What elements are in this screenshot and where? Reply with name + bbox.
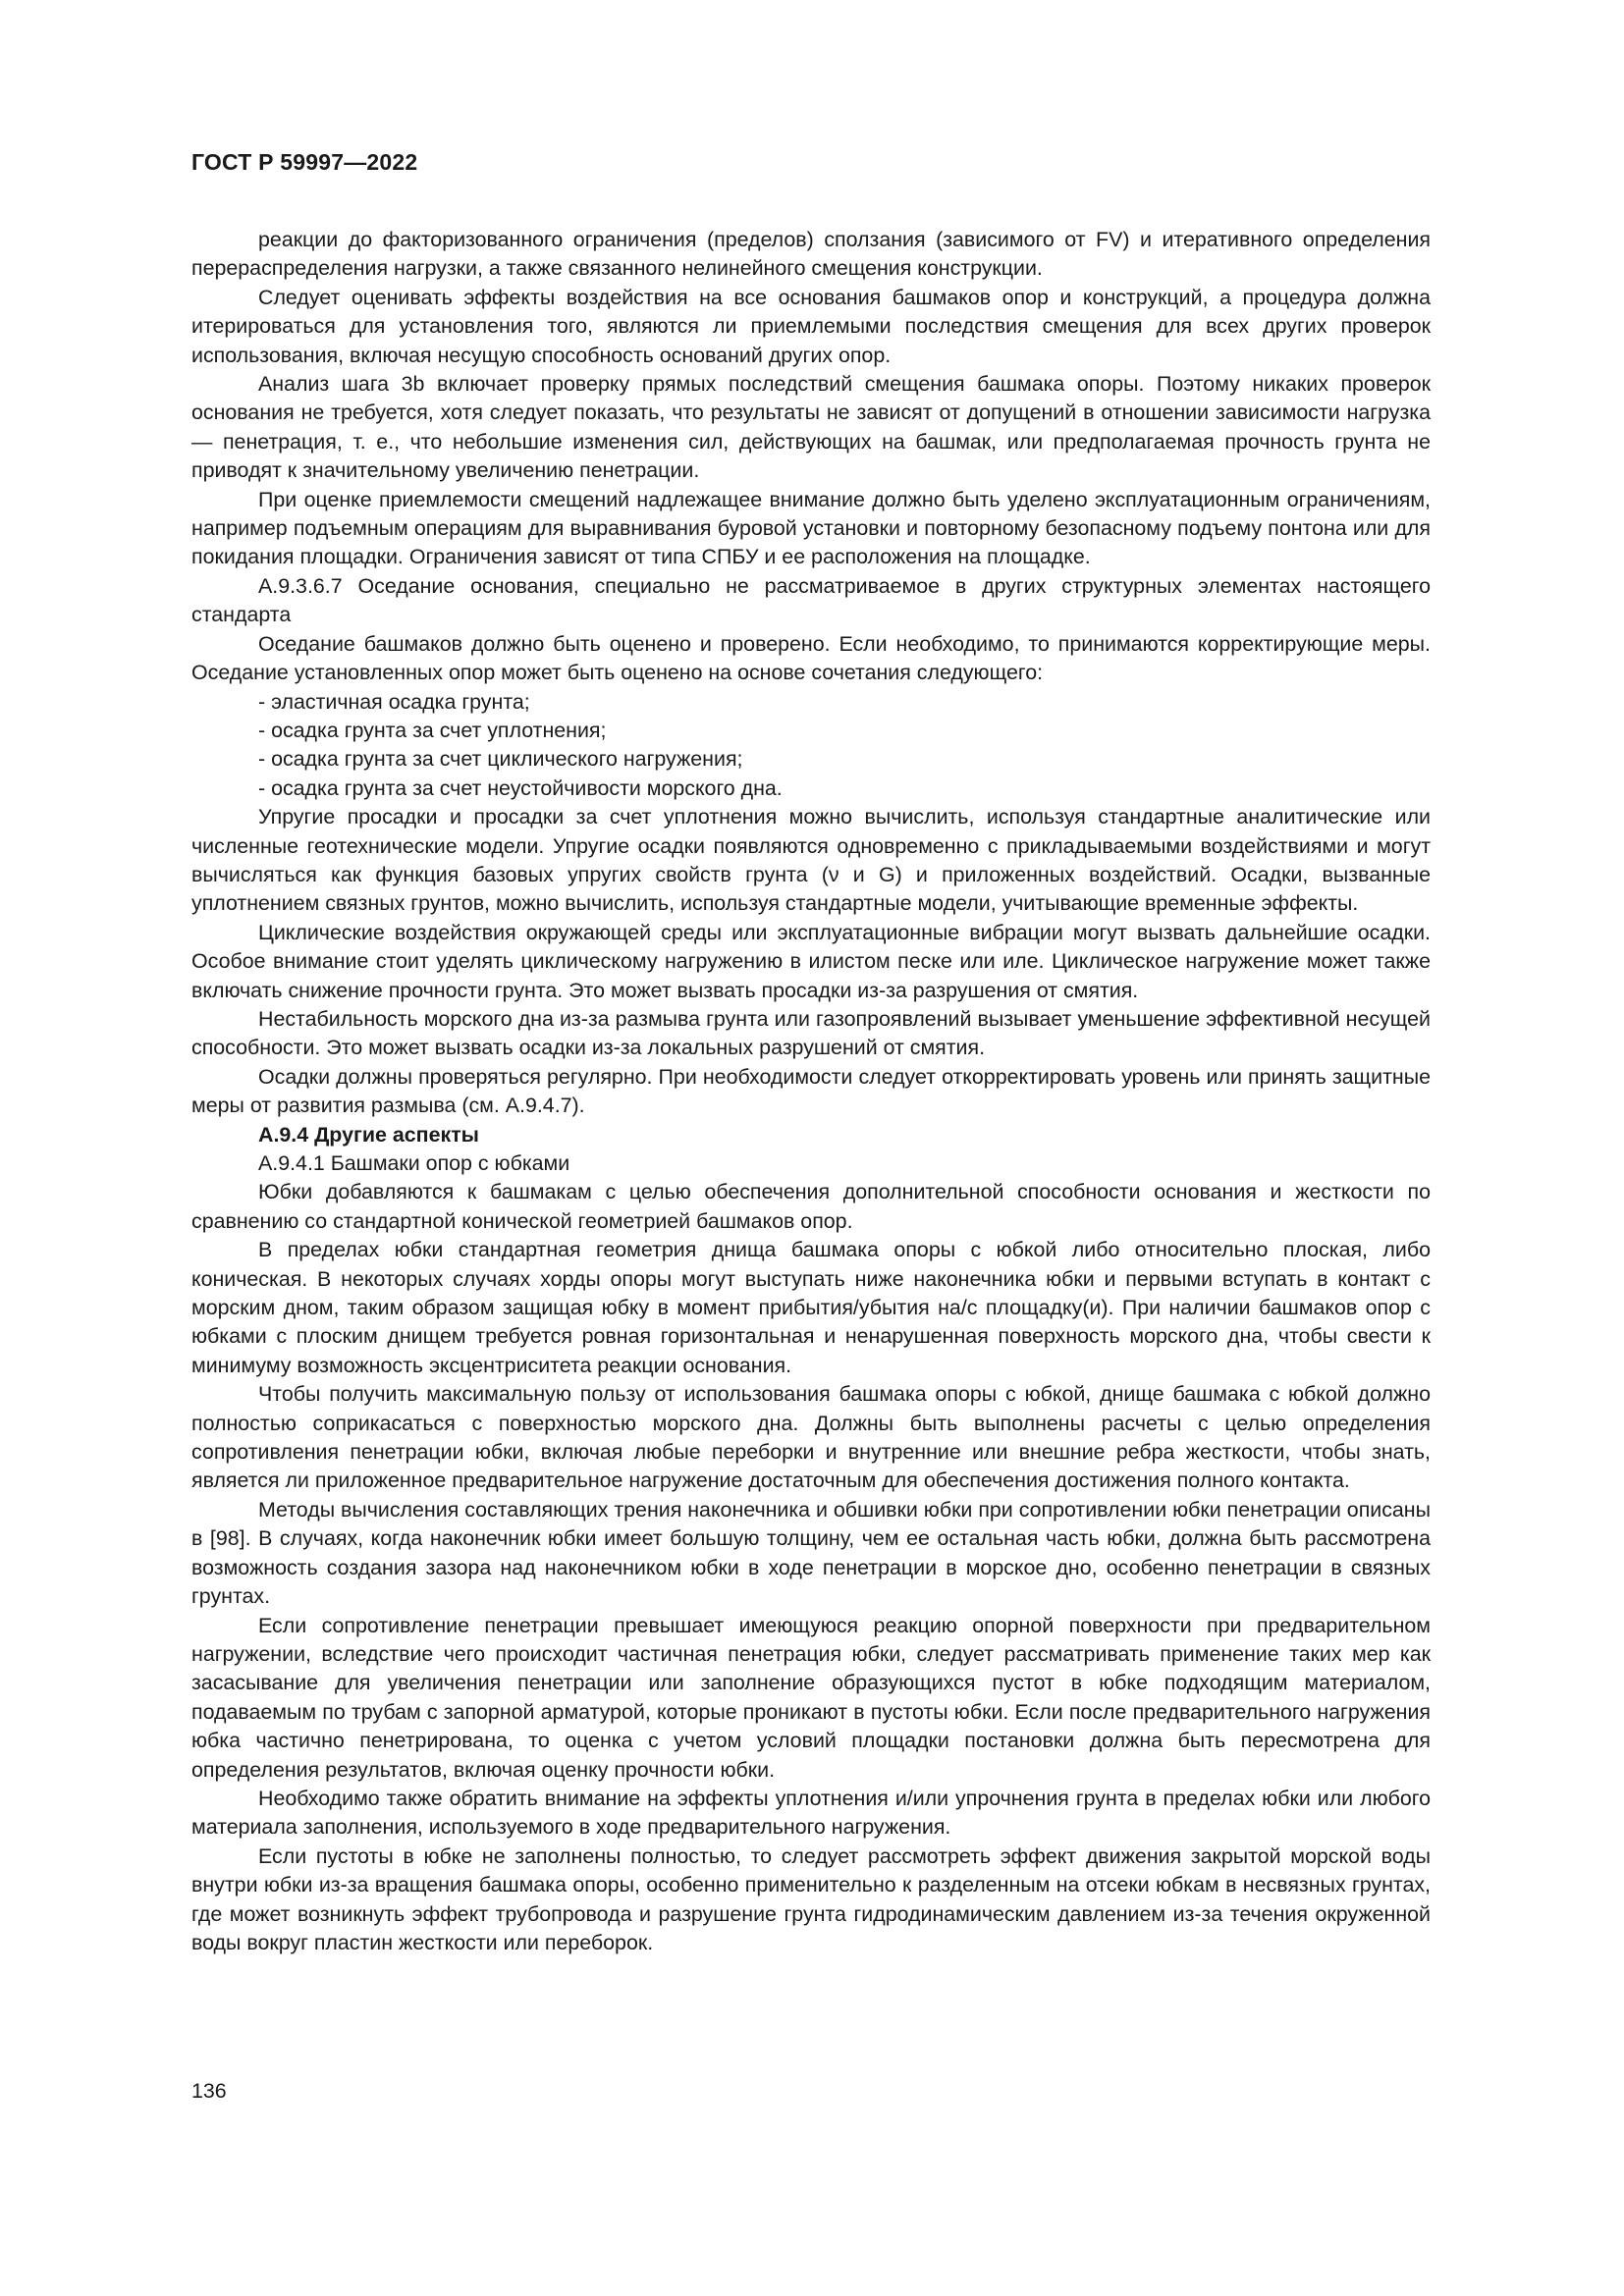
list-item: - осадка грунта за счет уплотнения; (258, 718, 607, 742)
paragraph: Нестабильность морского дна из-за размыва грунта или газопроявлений вызывает уменьшение эффективной несущей способности. Это может вызвать осадки из-за локальных разрушений от смятия. (191, 1006, 1431, 1060)
subsection-title: А.9.4.1 Башмаки опор с юбками (258, 1151, 570, 1175)
paragraph: Методы вычисления составляющих трения наконечника и обшивки юбки при сопротивлении юбки пенетрации описаны в [98]. В случаях, когда наконечник юбки имеет большую толщину, чем ее остальная часть юбки, должна быть рассмотрена возможность создания зазора над наконечником юбки в ходе пенетрации в морское дно, особенно пенетрации в связных грунтах. (191, 1497, 1431, 1609)
document-page (191, 0, 1431, 2296)
paragraph: Осадки должны проверяться регулярно. При необходимости следует откорректировать уровень или принять защитные меры от развития размыва (см. А.9.4.7). (191, 1064, 1431, 1118)
paragraph: Оседание башмаков должно быть оценено и проверено. Если необходимо, то принимаются корректирующие меры. Оседание установленных опор может быть оценено на основе сочетания следующего: (191, 631, 1431, 685)
document-body (191, 226, 1431, 1957)
paragraph: Чтобы получить максимальную пользу от использования башмака опоры с юбкой, днище башмака с юбкой должно полностью соприкасаться с поверхностью морского дна. Должны быть выполнены расчеты с целью определения сопротивления пенетрации юбки, включая любые переборки и внутренние или внешние ребра жесткости, чтобы знать, является ли приложенное предварительное нагружение достаточным для обеспечения достижения полного контакта. (191, 1382, 1431, 1493)
list-item: - эластичная осадка грунта; (258, 689, 530, 714)
paragraph: При оценке приемлемости смещений надлежащее внимание должно быть уделено эксплуатационным ограничениям, например подъемным операциям для выравнивания буровой установки и повторному безопасному подъему понтона или для покидания площадки. Ограничения зависят от типа СПБУ и ее расположения на площадке. (191, 487, 1431, 569)
paragraph: Юбки добавляются к башмакам с целью обеспечения дополнительной способности основания и жесткости по сравнению со стандартной конической геометрией башмаков опор. (191, 1180, 1431, 1233)
paragraph: Анализ шага 3b включает проверку прямых последствий смещения башмака опоры. Поэтому никаких проверок основания не требуется, хотя следует показать, что результаты не зависят от допущений в отношении зависимости нагрузка — пенетрация, т. е., что небольшие изменения сил, действующих на башмак, или предполагаемая прочность грунта не приводят к значительному увеличению пенетрации. (191, 372, 1431, 483)
list-item: - осадка грунта за счет неустойчивости морского дна. (258, 775, 783, 800)
list-item: - осадка грунта за счет циклического нагружения; (258, 747, 743, 772)
paragraph-continuation: реакции до факторизованного ограничения (пределов) сползания (зависимого от FV) и итеративного определения перераспределения нагрузки, а также связанного нелинейного смещения конструкции. (191, 228, 1431, 281)
paragraph: В пределах юбки стандартная геометрия днища башмака опоры с юбкой либо относительно плоская, либо коническая. В некоторых случаях хорды опоры могут выступать ниже наконечника юбки и первыми вступать в контакт с морским дном, таким образом защищая юбку в момент прибытия/убытия на/с площадку(и). При наличии башмаков опор с юбками с плоским днищем требуется ровная горизонтальная и ненарушенная поверхность морского дна, чтобы свести к минимуму возможность эксцентриситета реакции основания. (191, 1238, 1431, 1377)
paragraph: Упругие просадки и просадки за счет уплотнения можно вычислить, используя стандартные аналитические или численные геотехнические модели. Упругие осадки появляются одновременно с прикладываемыми воздействиями и могут вычисляться как функция базовых упругих свойств грунта (ν и G) и приложенных воздействий. Осадки, вызванные уплотнением связных грунтов, можно вычислить, используя стандартные модели, учитывающие временные эффекты. (191, 805, 1431, 916)
page-number: 136 (191, 2079, 227, 2103)
paragraph: Если пустоты в юбке не заполнены полностью, то следует рассмотреть эффект движения закрытой морской воды внутри юбки из-за вращения башмака опоры, особенно применительно к разделенным на отсеки юбкам в несвязных грунтах, где может возникнуть эффект трубопровода и разрушение грунта гидродинамическим давлением из-за течения окруженной воды вокруг пластин жесткости или переборок. (191, 1843, 1431, 1954)
paragraph: Если сопротивление пенетрации превышает имеющуюся реакцию опорной поверхности при предварительном нагружении, вследствие чего происходит частичная пенетрация юбки, следует рассматривать применение таких мер как засасывание для увеличения пенетрации или заполнение образующихся пустот в юбке подходящим материалом, подаваемым по трубам с запорной арматурой, которые проникают в пустоты юбки. Если после предварительного нагружения юбка частично пенетрирована, то оценка с учетом условий площадки постановки должна быть пересмотрена для определения результатов, включая оценку прочности юбки. (191, 1613, 1431, 1782)
paragraph: Следует оценивать эффекты воздействия на все основания башмаков опор и конструкций, а процедура должна итерироваться для установления того, являются ли приемлемыми последствия смещения для всех других проверок использования, включая несущую способность оснований других опор. (191, 285, 1431, 367)
paragraph-clause-title: А.9.3.6.7 Оседание основания, специально не рассматриваемое в других структурных элементах настоящего стандарта (191, 573, 1431, 627)
paragraph: Циклические воздействия окружающей среды или эксплуатационные вибрации могут вызвать дальнейшие осадки. Особое внимание стоит уделять циклическому нагружению в илистом песке или иле. Циклическое нагружение может также включать снижение прочности грунта. Это может вызвать просадки из-за разрушения от смятия. (191, 920, 1431, 1002)
document-code-header: ГОСТ Р 59997—2022 (191, 149, 418, 175)
section-heading: А.9.4 Другие аспекты (258, 1122, 479, 1147)
paragraph: Необходимо также обратить внимание на эффекты уплотнения и/или упрочнения грунта в пределах юбки или любого материала заполнения, используемого в ходе предварительного нагружения. (191, 1786, 1431, 1840)
